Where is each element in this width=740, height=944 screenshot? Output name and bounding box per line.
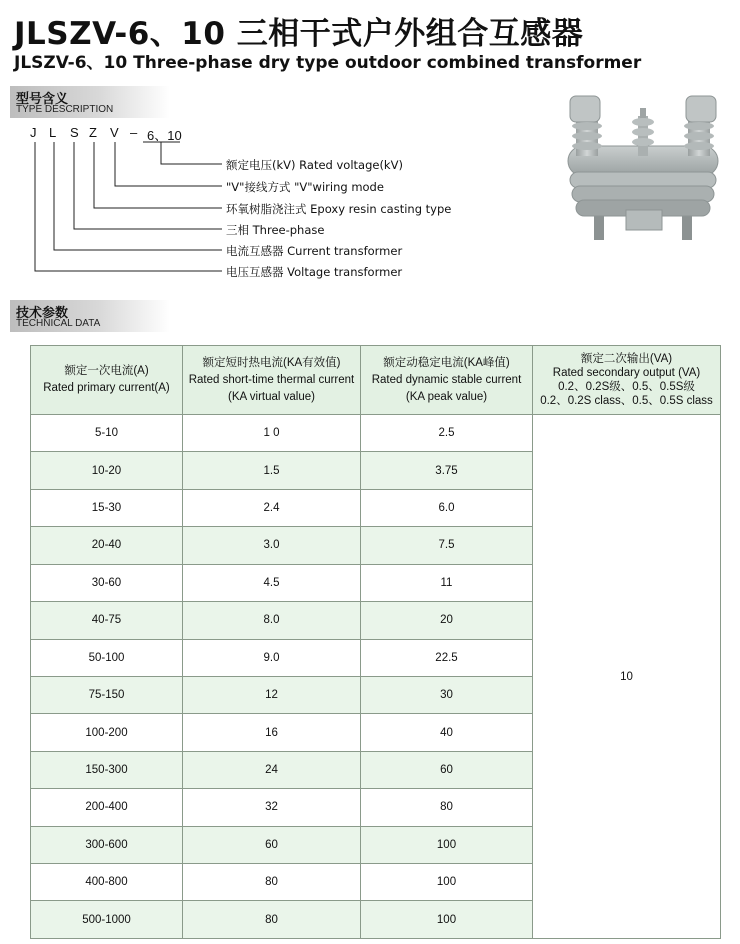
technical-data-table (30, 345, 721, 939)
header-en-2: (KA virtual value) (228, 390, 315, 403)
cell-thermal-current: 8.0 (183, 602, 361, 639)
header-en-2: (KA peak value) (405, 390, 488, 403)
type-code-s: S (70, 125, 79, 140)
header-thermal-current (183, 346, 361, 415)
cell-primary-current: 400-800 (31, 864, 183, 901)
type-code-voltage: 6、10 (147, 128, 182, 143)
header-accuracy-en: 0.2、0.2S class、0.5、0.5S class (540, 395, 713, 407)
technical-data-header (10, 300, 170, 332)
page-title: JLSZV-6、10 三相干式户外组合互感器 (14, 16, 584, 52)
cell-dynamic-current: 100 (361, 826, 533, 863)
cell-primary-current: 40-75 (31, 602, 183, 639)
legend-wiring-mode: "V"接线方式 "V"wiring mode (226, 180, 384, 194)
section-title-en: TYPE DESCRIPTION (16, 104, 114, 115)
cell-thermal-current: 80 (183, 864, 361, 901)
cell-thermal-current: 1.5 (183, 452, 361, 489)
header-primary-current (31, 346, 183, 415)
cell-thermal-current: 3.0 (183, 527, 361, 564)
header-en: Rated dynamic stable current (371, 373, 522, 386)
cell-primary-current: 20-40 (31, 527, 183, 564)
legend-voltage-transformer: 电压互感器 Voltage transformer (226, 265, 403, 279)
section-title-en: TECHNICAL DATA (16, 318, 101, 329)
legend-rated-voltage: 额定电压(kV) Rated voltage(kV) (226, 158, 403, 172)
cell-thermal-current: 2.4 (183, 489, 361, 526)
cell-primary-current: 50-100 (31, 639, 183, 676)
header-en: Rated short-time thermal current (188, 373, 355, 386)
cell-dynamic-current: 11 (361, 564, 533, 601)
cell-primary-current: 75-150 (31, 676, 183, 713)
cell-thermal-current: 9.0 (183, 639, 361, 676)
cell-primary-current: 300-600 (31, 826, 183, 863)
cell-primary-current: 15-30 (31, 489, 183, 526)
cell-dynamic-current: 20 (361, 602, 533, 639)
cell-thermal-current: 60 (183, 826, 361, 863)
legend-current-transformer: 电流互感器 Current transformer (226, 244, 403, 258)
cell-dynamic-current: 3.75 (361, 452, 533, 489)
cell-dynamic-current: 2.5 (361, 415, 533, 452)
legend-three-phase: 三相 Three-phase (226, 223, 325, 237)
cell-primary-current: 30-60 (31, 564, 183, 601)
header-secondary-output (533, 346, 721, 415)
type-code-l: L (49, 125, 57, 140)
table-row (31, 415, 721, 452)
cell-primary-current: 5-10 (31, 415, 183, 452)
cell-primary-current: 150-300 (31, 751, 183, 788)
header-cn: 额定动稳定电流(KA峰值) (383, 356, 510, 369)
header-cn: 额定一次电流(A) (64, 365, 149, 377)
cell-primary-current: 100-200 (31, 714, 183, 751)
cell-thermal-current: 24 (183, 751, 361, 788)
header-cn: 额定二次输出(VA) (580, 353, 673, 365)
header-cn: 额定短时热电流(KA有效值) (202, 356, 341, 369)
cell-primary-current: 500-1000 (31, 901, 183, 939)
cell-thermal-current: 32 (183, 789, 361, 826)
cell-dynamic-current: 6.0 (361, 489, 533, 526)
cell-thermal-current: 4.5 (183, 564, 361, 601)
type-code-dash: – (130, 125, 138, 140)
cell-thermal-current: 12 (183, 676, 361, 713)
type-code-j: J (30, 125, 37, 140)
type-code-v: V (110, 125, 119, 140)
cell-primary-current: 200-400 (31, 789, 183, 826)
header-accuracy-cn: 0.2、0.2S级、0.5、0.5S级 (558, 381, 695, 393)
cell-thermal-current: 1 0 (183, 415, 361, 452)
legend-epoxy-casting: 环氧树脂浇注式 Epoxy resin casting type (226, 202, 452, 216)
cell-dynamic-current: 100 (361, 864, 533, 901)
cell-primary-current: 10-20 (31, 452, 183, 489)
section-title-cn: 技术参数 (16, 306, 69, 321)
cell-secondary-output: 10 (533, 415, 721, 939)
cell-dynamic-current: 30 (361, 676, 533, 713)
cell-dynamic-current: 60 (361, 751, 533, 788)
cell-dynamic-current: 7.5 (361, 527, 533, 564)
table-header-row (31, 346, 721, 415)
header-dynamic-current (361, 346, 533, 415)
cell-dynamic-current: 100 (361, 901, 533, 939)
header-en: Rated secondary output (VA) (552, 367, 701, 379)
transformer-photo-icon (556, 86, 726, 246)
cell-thermal-current: 16 (183, 714, 361, 751)
section-title-cn: 型号含义 (16, 92, 69, 107)
cell-thermal-current: 80 (183, 901, 361, 939)
cell-dynamic-current: 22.5 (361, 639, 533, 676)
cell-dynamic-current: 40 (361, 714, 533, 751)
page-subtitle: JLSZV-6、10 Three-phase dry type outdoor combined transformer (14, 53, 642, 73)
header-en: Rated primary current(A) (43, 382, 170, 394)
cell-dynamic-current: 80 (361, 789, 533, 826)
type-code-z: Z (89, 125, 97, 140)
